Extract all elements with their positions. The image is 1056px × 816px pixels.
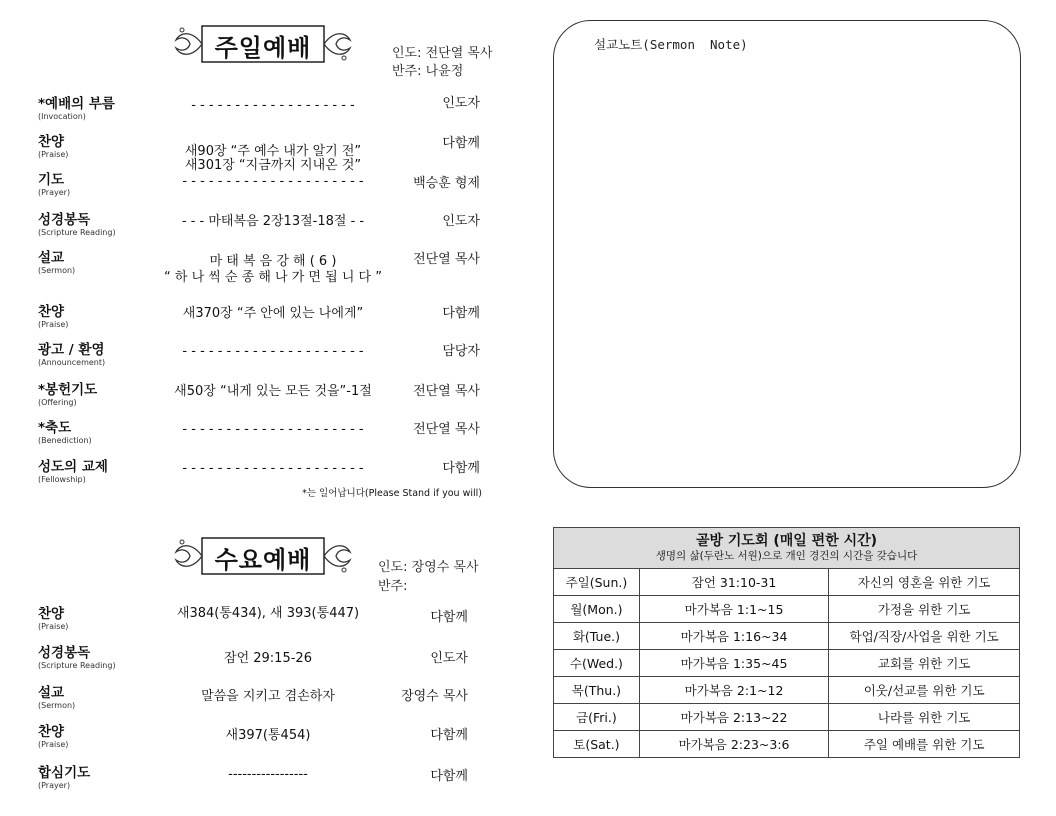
item-subtitle: (Prayer) xyxy=(38,781,71,790)
item-title: 찬양 xyxy=(38,606,65,622)
item-content: - - - 마태복음 2장13절-18절 - - xyxy=(181,214,365,229)
item-subtitle: (Sermon) xyxy=(38,266,76,275)
prayer-day: 월(Mon.) xyxy=(554,596,640,623)
item-content: 새370장 “주 안에 있는 나에게” xyxy=(182,306,364,321)
item-subtitle: (Announcement) xyxy=(38,358,106,367)
item-subtitle: (Praise) xyxy=(38,740,69,749)
item-subtitle: (Benediction) xyxy=(38,436,92,445)
prayer-topic: 자신의 영혼을 위한 기도 xyxy=(829,569,1020,596)
item-subtitle: (Praise) xyxy=(38,150,69,159)
prayer-day: 주일(Sun.) xyxy=(554,569,640,596)
item-person: 다함께 xyxy=(442,306,480,321)
item-title: *축도 xyxy=(38,420,72,436)
order-item xyxy=(38,96,480,130)
sermon-note-label: 설교노트(Sermon Note) xyxy=(594,37,748,52)
item-person: 백승훈 형제 xyxy=(413,176,480,191)
table-row xyxy=(554,596,1020,623)
item-title: 광고 / 환영 xyxy=(38,342,105,358)
item-person: 다함께 xyxy=(442,136,480,151)
item-title: 성경봉독 xyxy=(38,645,91,661)
item-content: - - - - - - - - - - - - - - - - - - - - - xyxy=(182,461,364,476)
table-row xyxy=(554,569,1020,596)
item-person: 담당자 xyxy=(442,344,480,359)
sunday-title-banner xyxy=(168,22,358,66)
prayer-passage: 마가복음 1:35~45 xyxy=(639,650,828,677)
prayer-day: 화(Tue.) xyxy=(554,623,640,650)
sermon-note-box[interactable] xyxy=(553,20,1021,488)
prayer-day: 수(Wed.) xyxy=(554,650,640,677)
item-content: 마 태 복 음 강 해 ( 6 ) xyxy=(209,254,337,269)
order-item xyxy=(38,645,468,679)
table-row xyxy=(554,704,1020,731)
stand-footnote: *는 일어납니다(Please Stand if you will) xyxy=(302,488,482,499)
item-subtitle: (Fellowship) xyxy=(38,475,86,484)
order-item xyxy=(38,724,468,758)
prayer-schedule-table xyxy=(553,527,1020,758)
prayer-topic: 학업/직장/사업을 위한 기도 xyxy=(829,623,1020,650)
item-title: 찬양 xyxy=(38,134,65,150)
prayer-topic: 주일 예배를 위한 기도 xyxy=(829,731,1020,758)
item-content: 새50장 “내게 있는 모든 것을”-1절 xyxy=(174,384,372,399)
item-person: 장영수 목사 xyxy=(401,689,468,704)
item-title: 성경봉독 xyxy=(38,212,91,228)
item-content: - - - - - - - - - - - - - - - - - - - - - xyxy=(182,174,364,189)
item-person: 다함께 xyxy=(430,610,468,625)
sunday-title: 주일예배 xyxy=(214,34,312,62)
prayer-topic: 이웃/선교를 위한 기도 xyxy=(829,677,1020,704)
item-person: 다함께 xyxy=(442,461,480,476)
order-item xyxy=(38,765,468,799)
sunday-leader: 인도: 전단열 목사 xyxy=(392,46,493,61)
table-row xyxy=(554,677,1020,704)
item-content-line2: “ 하 나 씩 순 종 해 나 가 면 됩 니 다 ” xyxy=(164,270,382,285)
prayer-passage: 마가복음 1:1~15 xyxy=(639,596,828,623)
prayer-topic: 가정을 위한 기도 xyxy=(829,596,1020,623)
item-title: 설교 xyxy=(38,250,65,266)
wednesday-leader: 인도: 장영수 목사 xyxy=(378,560,479,575)
order-item xyxy=(38,685,468,719)
item-title: 설교 xyxy=(38,685,65,701)
prayer-day: 토(Sat.) xyxy=(554,731,640,758)
item-content: 잠언 29:15-26 xyxy=(224,651,312,666)
item-content: ----------------- xyxy=(228,767,308,782)
item-person: 다함께 xyxy=(430,769,468,784)
prayer-table-header xyxy=(554,528,1020,569)
wednesday-title: 수요예배 xyxy=(214,546,312,574)
item-subtitle: (Praise) xyxy=(38,622,69,631)
item-title: 기도 xyxy=(38,172,65,188)
prayer-passage: 잠언 31:10-31 xyxy=(639,569,828,596)
table-row xyxy=(554,731,1020,758)
sunday-pianist: 반주: 나윤정 xyxy=(392,64,464,79)
order-item xyxy=(38,250,480,284)
table-row xyxy=(554,650,1020,677)
item-title: *봉헌기도 xyxy=(38,382,98,398)
order-item xyxy=(38,342,480,376)
prayer-header-cell xyxy=(554,528,1020,569)
item-content: 새90장 “주 예수 내가 알기 전” xyxy=(184,144,362,159)
prayer-passage: 마가복음 2:23~3:6 xyxy=(639,731,828,758)
item-title: 성도의 교제 xyxy=(38,459,108,475)
prayer-subtitle: 생명의 삶(두란노 서원)으로 개인 경건의 시간을 갖습니다 xyxy=(655,550,918,562)
item-content-line2: 새301장 “지금까지 지내온 것” xyxy=(184,158,362,173)
prayer-passage: 마가복음 2:1~12 xyxy=(639,677,828,704)
order-item xyxy=(38,304,480,338)
item-subtitle: (Invocation) xyxy=(38,112,86,121)
item-content: 새397(통454) xyxy=(225,728,311,743)
order-item xyxy=(38,420,480,454)
item-title: 합심기도 xyxy=(38,765,91,781)
wednesday-pianist: 반주: xyxy=(378,579,408,594)
item-person: 전단열 목사 xyxy=(413,422,480,437)
order-item xyxy=(38,212,480,246)
prayer-passage: 마가복음 1:16~34 xyxy=(639,623,828,650)
prayer-day: 목(Thu.) xyxy=(554,677,640,704)
item-subtitle: (Scripture Reading) xyxy=(38,661,116,670)
table-row xyxy=(554,623,1020,650)
item-person: 인도자 xyxy=(442,96,480,111)
item-subtitle: (Scripture Reading) xyxy=(38,228,116,237)
prayer-day: 금(Fri.) xyxy=(554,704,640,731)
item-person: 전단열 목사 xyxy=(413,252,480,267)
item-title: *예배의 부름 xyxy=(38,96,115,112)
item-person: 인도자 xyxy=(430,651,468,666)
item-content: 새384(통434), 새 393(통447) xyxy=(176,606,360,621)
item-content: - - - - - - - - - - - - - - - - - - - - - xyxy=(182,344,364,359)
item-subtitle: (Sermon) xyxy=(38,701,76,710)
prayer-topic: 나라를 위한 기도 xyxy=(829,704,1020,731)
item-subtitle: (Praise) xyxy=(38,320,69,329)
item-content: - - - - - - - - - - - - - - - - - - - xyxy=(191,98,355,113)
item-content: 말씀을 지키고 겸손하자 xyxy=(201,689,335,704)
order-item xyxy=(38,382,480,416)
wednesday-title-banner xyxy=(168,534,358,578)
prayer-passage: 마가복음 2:13~22 xyxy=(639,704,828,731)
item-title: 찬양 xyxy=(38,304,65,320)
item-subtitle: (Offering) xyxy=(38,398,77,407)
prayer-title: 골방 기도회 (매일 편한 시간) xyxy=(695,533,878,549)
item-person: 다함께 xyxy=(430,728,468,743)
order-item xyxy=(38,134,480,173)
item-subtitle: (Prayer) xyxy=(38,188,71,197)
order-item xyxy=(38,606,468,640)
item-title: 찬양 xyxy=(38,724,65,740)
item-person: 전단열 목사 xyxy=(413,384,480,399)
item-content: - - - - - - - - - - - - - - - - - - - - - xyxy=(182,422,364,437)
prayer-topic: 교회를 위한 기도 xyxy=(829,650,1020,677)
order-item xyxy=(38,172,480,206)
item-person: 인도자 xyxy=(442,214,480,229)
